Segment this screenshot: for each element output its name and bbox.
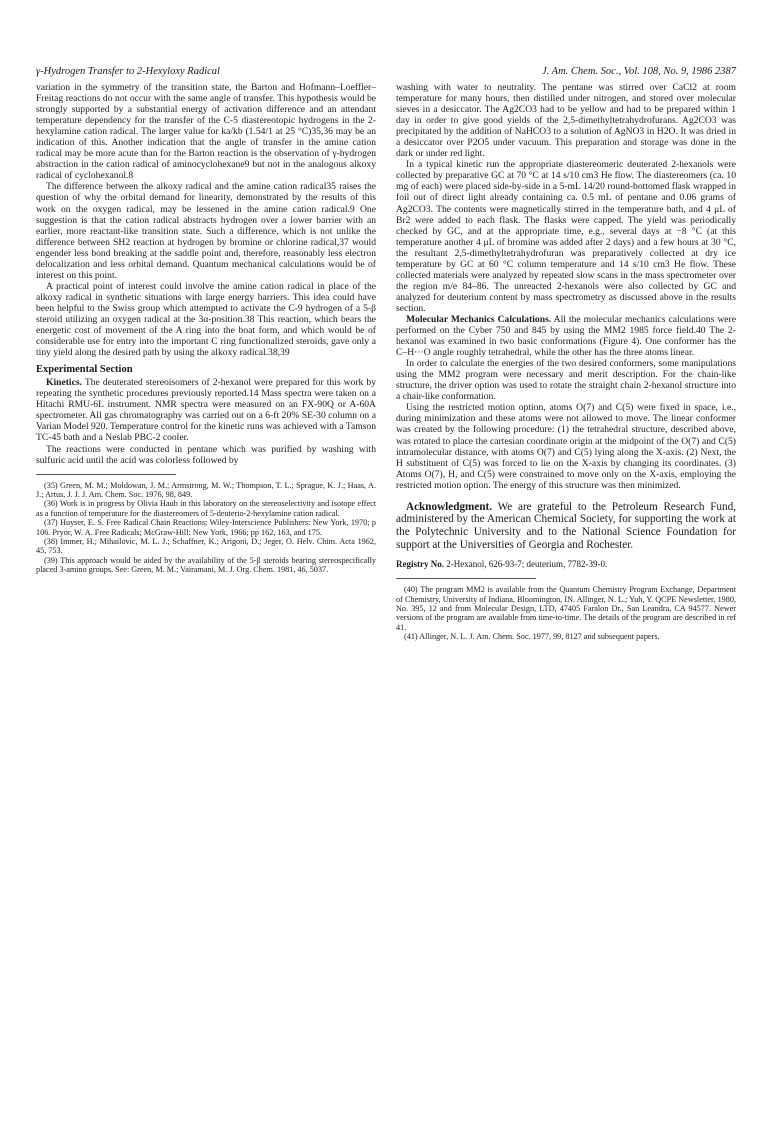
running-title: γ-Hydrogen Transfer to 2-Hexyloxy Radical: [36, 66, 220, 77]
acknowledgment-text: We are grateful to the Petroleum Research Fund, administered by the American Chemical Society, for supporting the work at the Polytechnic University and to the National Science Foundation for support at the Universities of Georgia and Rochester.: [396, 500, 736, 551]
registry-numbers: [396, 559, 736, 570]
acknowledgment-heading: Acknowledgment.: [406, 500, 493, 513]
mm-paragraph: [396, 314, 736, 358]
footnote-divider: [36, 474, 176, 475]
paragraph: The reactions were conducted in pentane which was purified by washing with sulfuric acid until the acid was colorless followed by: [36, 443, 376, 466]
section-title: Experimental Section: [36, 364, 133, 376]
footnote: (39) This approach would be aided by the availability of the 5-β steroids bearing stereospecifically placed 3-amino groups. See: Green, M. M.; Vairamani, M. J. Org. Chem. 1981, 46, 5037.: [36, 555, 376, 575]
kinetics-paragraph: [36, 377, 376, 443]
left-column: [36, 82, 376, 575]
acknowledgment: [396, 501, 736, 551]
registry-heading: Registry No.: [396, 559, 444, 570]
paragraph: A practical point of interest could involve the amine cation radical in place of the alkoxy radical in synthetic situations with large energy barriers. This idea could have been helpful to the Swiss group which attempted to activate the C-9 hydrogen of a 5-β steroid utilizing an oxygen radical at the 3α-position.38 This reaction, which bears the energetic cost of movement of the A ring into the boat form, and which would be of considerable use for entry into the important C ring functionalized steroids, gave only a tiny yield along the desired path by using the alkoxy radical.38,39: [36, 280, 376, 359]
registry-text: 2-Hexanol, 626-93-7; deuterium, 7782-39-0.: [444, 559, 608, 570]
footnote: (37) Huyser, E. S. Free Radical Chain Reactions; Wiley-Interscience Publishers: New York, 1970; p 106. Pryor, W. A. Free Radicals; McGraw-Hill: New York, 1966; pp 162, 163, and 175.: [36, 518, 376, 537]
footnote: (38) Immer, H.; Mihailovic, M. L. J.; Schaffner, K.; Arigoni, D.; Jeger, O. Helv. Chim. Acta 1962, 45, 753.: [36, 537, 376, 556]
footnote: (36) Work is in progress by Olivia Haub in this laboratory on the stereoselectivity and isotope effect as a function of temperature for the diastereomers of 5-deuterio-2-hexylamine cation radical.: [36, 499, 376, 518]
paragraph: washing with water to neutrality. The pentane was stirred over CaCl2 at room temperature for many hours, then distilled under nitrogen, and stored over molecular sieves in a desiccator. The Ag2CO3 had to be yellow and had to be prepared within 1 day in order to give good yields of the 2,5-dimethyltetrahydrofurans. Ag2CO3 was precipitated by the addition of NaHCO3 to a solution of AgNO3 in H2O. It was dried in a desiccator over P2O5 under vacuum. This preparation and storage was done in the dark or under red light.: [396, 82, 736, 160]
paragraph: variation in the symmetry of the transition state, the Barton and Hofmann–Loeffler–Freitag reactions do not occur with the same angle of transfer. This hypothesis would be strongly supported by a substantial energy of activation difference and an attendant temperature dependency for the transfer of the C-5 diastereotopic hydrogens in the 2-hexylamine cation radical. The larger value for ka/kb (1.54/1 at 25 °C)35,36 may be an indication of this. Another indication that the angle of transfer in the amine cation radical may be more acute than for the Barton reaction is the observation of γ-hydrogen abstraction in the cation radical of aminocyclohexane9 but not in the analogous alkoxy radical of cyclohexanol.8: [36, 82, 376, 182]
paragraph: In order to calculate the energies of the two desired conformers, some manipulations using the MM2 program were necessary and merit description. For the chain-like structure, the driver option was used to rotate the straight chain 2-hexanol structure into a chair-like conformation.: [396, 358, 736, 403]
footnote: (35) Green, M. M.; Moldowan, J. M.; Armstrong, M. W.; Thompson, T. L.; Sprague, K. J.; Haas, A. J.; Artus, J. J. J. Am. Chem. Soc. 1976, 98, 849.: [36, 480, 376, 499]
running-header: [36, 66, 736, 80]
kinetics-heading: Kinetics.: [46, 377, 82, 389]
footnote-divider: [396, 578, 536, 579]
paragraph: In a typical kinetic run the appropriate diastereomeric deuterated 2-hexanols were collected by preparative GC at 70 °C at 14 s/10 cm3 He flow. The diastereomers (ca. 10 mg of each) were placed side-by-side in a 5-mL 14/20 round-bottomed flask wrapped in foil out of direct light already containing ca. 0.5 mL of pentane and 0.06 grams of Ag2CO3. The contents were magnetically stirred in the temperature bath, and 4 μL of Br2 were added to each flask. The flasks were capped. The yield was periodically checked by GC, and at the appropriate time, e.g., several days at −8 °C (at this temperature another 4 μL of bromine was added after 2 days) and a few hours at 30 °C, the resultant 2,5-dimethyltetrahydrofuran was preparatively collected at dry ice temperature by GC at 60 °C column temperature and 14 s/10 cm3 He flow. These collected materials were analyzed by repeated slow scans in the mass spectrometer over the region m/e 84–86. The unreacted 2-hexanols were also collected by GC and analyzed for deuterium content by mass spectrometry as discussed above in the results section.: [396, 159, 736, 314]
right-column: [396, 82, 736, 642]
footnotes-right: [396, 585, 736, 641]
footnote: (41) Allinger, N. L. J. Am. Chem. Soc. 1977, 99, 8127 and subsequent papers.: [404, 632, 660, 642]
journal-citation: J. Am. Chem. Soc., Vol. 108, No. 9, 1986 2387: [541, 66, 736, 77]
kinetics-text: The deuterated stereoisomers of 2-hexanol were prepared for this work by repeating the synthetic procedures previously reported.14 Mass spectra were taken on a Hitachi RMU-6L instrument. NMR spectra were measured on an FX-90Q or A-60A spectrometer. All gas chromatography was carried out on a 6-ft 20% SE-30 column on a Varian Model 920. Temperature control for the kinetic runs was achieved with a Tamson TC-45 bath and a Neslab PBC-2 cooler.: [36, 377, 376, 444]
mm-text: All the molecular mechanics calculations were performed on the Cyber 750 and 845 by using the MM2 1985 force field.40 The 2-hexanol was examined in two basic conformations (Figure 4). One conformer has the C–H···O angle roughly tetrahedral, while the other has the three atoms linear.: [396, 313, 736, 359]
mm-heading: Molecular Mechanics Calculations.: [406, 313, 552, 325]
paragraph: The difference between the alkoxy radical and the amine cation radical35 raises the question of why the orbital demand for linearity, demonstrated by the results of this work on the oxygen radical, may be lessened in the amine cation radical.9 One suggestion is that the cation radical abstracts hydrogen over a lower barrier with an earlier, more reactant-like transition state. Such a difference, which is not unlike the difference between SH2 reaction at hydrogen by bromine or chlorine radical,37 would engender less bond breaking at the saddle point and, therefore, reasonably less electron delocalization and less orbital demand. Quantum mechanical calculations would be of interest on this point.: [36, 181, 376, 281]
footnotes-left: [36, 481, 376, 575]
paragraph: Using the restricted motion option, atoms O(7) and C(5) were fixed in space, i.e., during minimization and these atoms were not allowed to move. The linear conformer was created by the following procedure: (1) the tetrahedral structure, described above, was rotated to place the cartesian coordinate origin at the midpoint of the O(7) and C(5) intramolecular distance, with atoms O(7) and C(5) lying along the X-axis. (2) Next, the H substituent of C(5) was forced to lie on the X-axis by changing its coordinates. (3) Atoms O(7), H, and C(5) were constrained to move only on the X-axis, employing the restricted motion option. The energy of this structure was then minimized.: [396, 402, 736, 491]
footnote: (40) The program MM2 is available from the Quantum Chemistry Program Exchange, Department of Chemistry, University of Indiana, Bloomington, IN. Allinger, N. L.; Yuh, Y. QCPE Newsletter, 1980, No. 395, 12 and from Molecular Design, LTD, 47405 Faralon Dr., San Leandra, CA 94577. Newer versions of the program are available from time-to-time. The details of the program are described in ref 41.: [396, 585, 736, 632]
